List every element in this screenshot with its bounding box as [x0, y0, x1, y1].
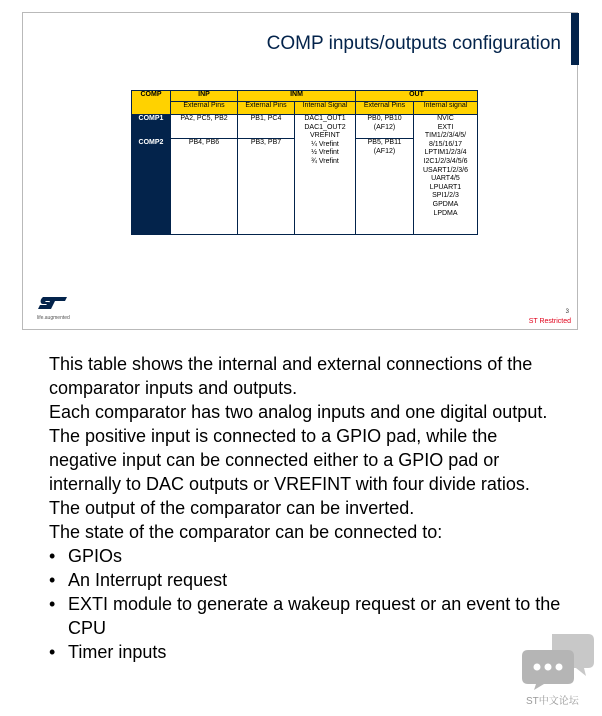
subheader-inp-external: External Pins — [171, 102, 238, 115]
inm-signal: DAC1_OUT2 — [304, 123, 346, 131]
forum-widget[interactable] — [522, 630, 596, 710]
out-signal: TIM1/2/3/4/5/ — [424, 132, 467, 140]
page-number: 3 — [565, 309, 569, 315]
notes-bullet-list — [49, 544, 569, 664]
st-logo — [37, 296, 77, 324]
out-signal: NVIC — [437, 115, 454, 122]
forum-label: ST中文论坛 — [526, 696, 579, 707]
classification-label: ST Restricted — [528, 318, 571, 325]
row-comp1-inp: PA2, PC5, PB2 — [171, 115, 238, 139]
header-comp: COMP — [132, 91, 171, 115]
notes-bullet: • GPIOs — [49, 544, 569, 568]
row-comp1-inm-external: PB1, PC4 — [238, 115, 295, 139]
notes-paragraph: The state of the comparator can be connected to: — [49, 522, 443, 542]
subheader-inm-internal: Internal Signal — [295, 102, 356, 115]
header-out: OUT — [356, 91, 478, 102]
out-signal: LPUART1 — [429, 183, 462, 191]
row-comp2-inm-external: PB3, PB7 — [238, 139, 295, 235]
row-comp2-out-external — [356, 139, 414, 235]
out-signal: LPTIM1/2/3/4 — [424, 149, 467, 157]
slide-title: COMP inputs/outputs configuration — [266, 33, 561, 54]
speaker-notes — [49, 352, 569, 664]
chat-bubble-icon — [522, 630, 596, 690]
out-signal: GPDMA — [432, 200, 459, 208]
notes-paragraph: This table shows the internal and external connections of the comparator inputs and outputs. — [49, 354, 533, 398]
slide-accent-bar — [571, 13, 579, 65]
out-signal: UART4/5 — [431, 175, 460, 183]
notes-bullet: • Timer inputs — [49, 640, 569, 664]
subheader-out-external: External Pins — [356, 102, 414, 115]
row-comp1-out-external — [356, 115, 414, 139]
comp-config-table — [131, 90, 478, 235]
logo-tagline: life.augmented — [37, 315, 70, 321]
row-comp2-label: COMP2 — [132, 139, 171, 235]
inm-signal: ½ Vrefint — [311, 149, 339, 157]
subheader-inm-external: External Pins — [238, 102, 295, 115]
out-signal: LPDMA — [433, 209, 458, 217]
out-signal: USART1/2/3/6 — [422, 166, 468, 174]
subheader-out-internal: Internal signal — [414, 102, 478, 115]
out-signal: SPI1/2/3 — [432, 192, 459, 200]
notes-bullet: • An Interrupt request — [49, 568, 569, 592]
out-signal: EXTI — [437, 123, 454, 131]
out-af: (AF12) — [373, 123, 396, 131]
notes-bullet: • EXTI module to generate a wakeup request or an event to the CPU — [49, 592, 569, 640]
out-af: (AF12) — [373, 147, 396, 155]
out-signal: I2C1/2/3/4/5/6 — [423, 157, 468, 165]
inm-signal: ¼ Vrefint — [311, 140, 339, 148]
inm-signal: ¾ Vrefint — [311, 157, 339, 165]
row-comp1-label: COMP1 — [132, 115, 171, 139]
out-pin: PB5, PB11 — [367, 139, 402, 146]
notes-paragraph: The output of the comparator can be inverted. — [49, 498, 415, 518]
out-internal-signals — [414, 115, 478, 235]
st-logo-icon — [37, 296, 69, 310]
notes-paragraph: Each comparator has two analog inputs and one digital output. — [49, 402, 548, 422]
slide — [22, 12, 578, 330]
row-comp2-inp: PB4, PB6 — [171, 139, 238, 235]
header-inp: INP — [171, 91, 238, 102]
out-signal: 8/15/16/17 — [428, 140, 463, 148]
header-inm: INM — [238, 91, 356, 102]
inm-signal: DAC1_OUT1 — [304, 115, 346, 122]
inm-signal: VREFINT — [310, 132, 340, 140]
inm-internal-signals — [295, 115, 356, 235]
out-pin: PB0, PB10 — [367, 115, 402, 122]
notes-paragraph: The positive input is connected to a GPIO pad, while the negative input can be connected either to a GPIO pad or internally to DAC outputs or VREFINT with four divide ratios. — [49, 426, 530, 494]
